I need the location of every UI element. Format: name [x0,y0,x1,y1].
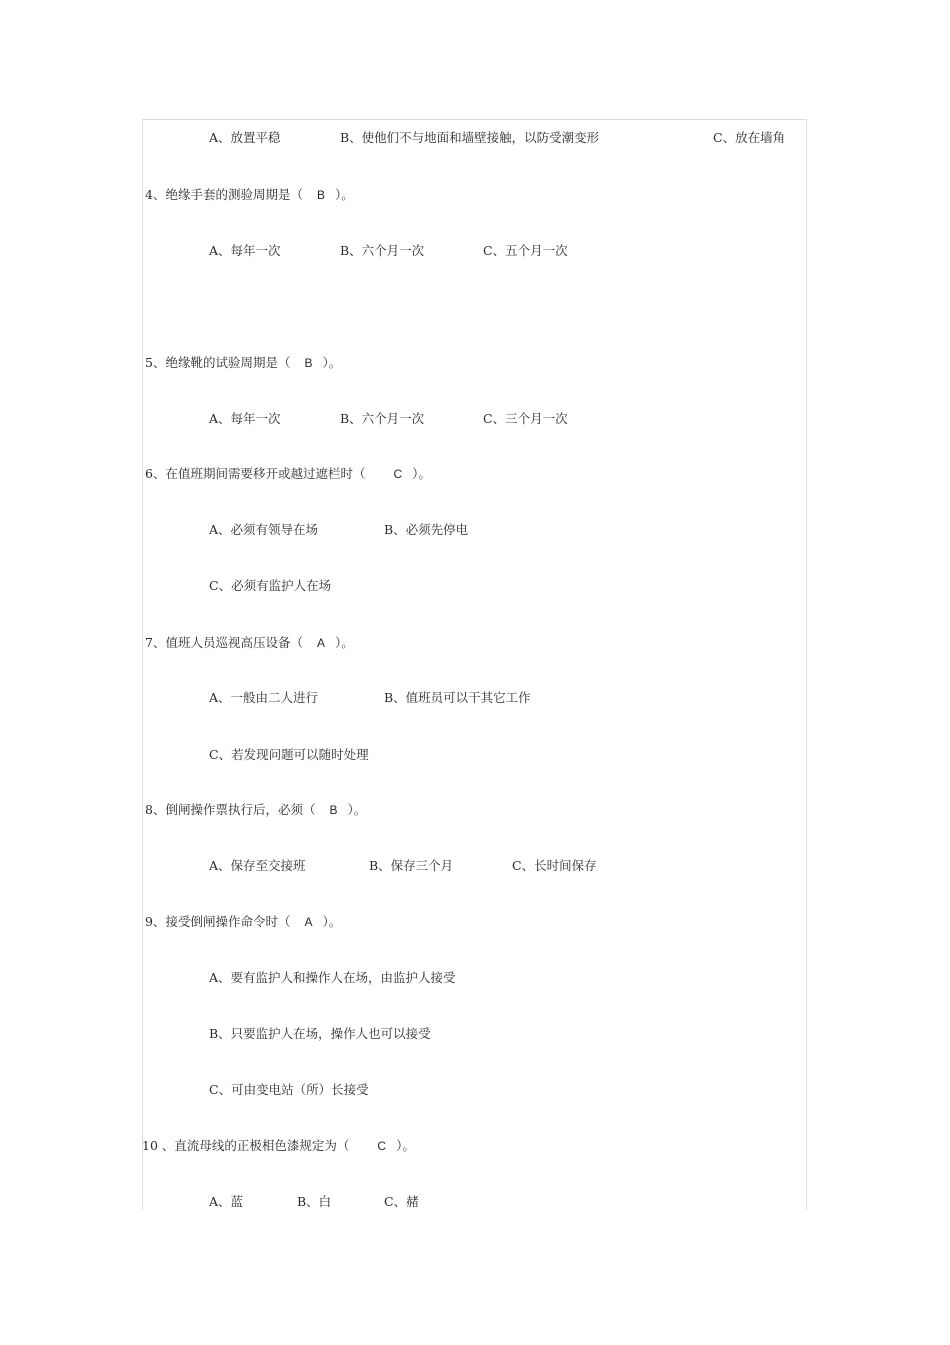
question-text: 10 、直流母线的正极相色漆规定为（ [142,1138,350,1153]
option-text: B、必须先停电 [384,522,469,537]
option-text: A、保存至交接班 [209,858,306,873]
option-text: C、五个月一次 [483,243,568,258]
answer-letter: B [329,803,338,817]
question-close: ）。 [412,466,431,481]
option-text: B、使他们不与地面和墙壁接触，以防受潮变形 [340,130,600,145]
answer-letter: A [304,915,313,929]
question-close: ）。 [334,187,354,202]
question-8 [145,802,366,818]
question-text: 6、在值班期间需要移开或越过遮栏时（ [145,466,366,481]
answer-letter: B [316,188,325,202]
option-text: A、一般由二人进行 [209,690,319,705]
option-text: C、赭 [384,1194,419,1209]
option-text: C、放在墙角 [713,130,786,145]
question-4 [145,187,354,203]
option-text: A、蓝 [209,1194,244,1209]
answer-letter: C [393,467,403,481]
question-close: ）。 [322,355,342,370]
option-text: A、必须有领导在场 [209,522,319,537]
answer-letter: A [316,636,325,650]
option-text: B、白 [297,1194,332,1209]
question-close: ）。 [322,914,342,929]
option-text: C、三个月一次 [483,411,568,426]
answer-letter: C [377,1139,387,1153]
question-10 [142,1138,415,1154]
question-text: 7、值班人员巡视高压设备（ [145,635,303,650]
option-text: C、长时间保存 [512,858,597,873]
answer-letter: B [304,356,313,370]
question-text: 5、绝缘靴的试验周期是（ [145,355,291,370]
option-text: A、每年一次 [209,243,281,258]
option-text: A、放置平稳 [209,130,281,145]
question-text: 4、绝缘手套的测验周期是（ [145,187,303,202]
question-close: ）。 [334,635,354,650]
option-text: B、保存三个月 [369,858,454,873]
option-text: B、只要监护人在场，操作人也可以接受 [209,1026,431,1041]
question-6 [145,466,431,482]
page-frame [142,119,807,1210]
question-9 [145,914,341,930]
option-text: B、值班员可以干其它工作 [384,690,531,705]
option-text: C、必须有监护人在场 [209,578,332,593]
question-text: 9、接受倒闸操作命令时（ [145,914,291,929]
question-close: ）。 [396,1138,415,1153]
question-close: ）。 [347,802,367,817]
question-5 [145,355,341,371]
option-text: C、若发现问题可以随时处理 [209,747,369,762]
option-text: B、六个月一次 [340,243,425,258]
option-text: A、每年一次 [209,411,281,426]
question-text: 8、倒闸操作票执行后，必须（ [145,802,316,817]
option-text: C、可由变电站（所）长接受 [209,1082,369,1097]
option-text: B、六个月一次 [340,411,425,426]
option-text: A、要有监护人和操作人在场，由监护人接受 [209,970,456,985]
question-7 [145,635,354,651]
